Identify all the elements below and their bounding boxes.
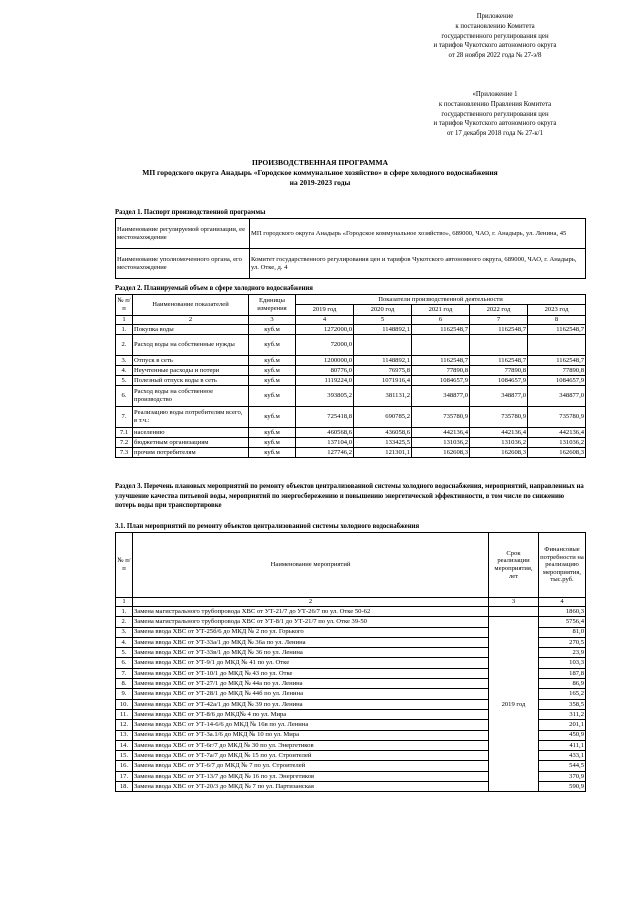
section-3-heading: Раздел 3. Перечень плановых мероприятий по ремонту объектов централизованной системы холодного водоснабжения, мероприятий, направленных на улучшение качества питьевой воды, мероприятий по энергосбережению и повышению энергетической эффективности, в том числе по снижению потерь воды при транспортировке (115, 483, 584, 509)
volume-column-numbers (116, 316, 586, 325)
volume-row (116, 448, 586, 458)
column-number: 7 (470, 316, 528, 325)
row-number: 13. (116, 730, 133, 740)
row-number: 7.2 (116, 438, 133, 448)
volume-row (116, 325, 586, 335)
row-number: 11. (116, 709, 133, 719)
unit: куб.м (249, 438, 296, 448)
indicator-name: Полезный отпуск воды в сеть (133, 376, 249, 386)
finance-amount: 370,9 (539, 771, 586, 781)
appendix-line: «Приложение 1 (472, 91, 518, 98)
value-2021: 442136,4 (412, 428, 470, 438)
value-2020: 76975,8 (354, 366, 412, 376)
row-number: 4. (116, 637, 133, 647)
value-2020: 1071916,4 (354, 376, 412, 386)
value-2022: 1084657,9 (470, 376, 528, 386)
title-line-3: на 2019-2023 годы (289, 178, 351, 187)
row-number: 2. (116, 617, 133, 627)
indicator-name: Расход воды на собственные нужды (133, 335, 249, 356)
finance-amount: 544,5 (539, 761, 586, 771)
row-number: 1. (116, 607, 133, 617)
column-number: 4 (296, 316, 354, 325)
indicator-name: населению (133, 428, 249, 438)
repair-column-numbers (116, 598, 586, 607)
value-2020: 133425,5 (354, 438, 412, 448)
row-number: 2. (116, 335, 133, 356)
measure-name: Замена ввода ХВС от УТ-42а/1 до МКД № 39 по ул. Ленина (133, 699, 489, 709)
value-2019: 1200000,0 (296, 356, 354, 366)
measure-name: Замена ввода ХВС от УТ-6г/7 до МКД № 30 по ул. Энергетиков (133, 740, 489, 750)
indicator-name: бюджетным организациям (133, 438, 249, 448)
finance-amount: 81,0 (539, 627, 586, 637)
row-number: 16. (116, 761, 133, 771)
value-2021: 77890,8 (412, 366, 470, 376)
value-2019: 137104,0 (296, 438, 354, 448)
row-number: 10. (116, 699, 133, 709)
column-number-row (116, 316, 586, 325)
column-number: 3 (249, 316, 296, 325)
year-header: 2022 год (470, 305, 528, 316)
section-3-1-heading: 3.1. План мероприятий по ремонту объектов централизованной системы холодного водоснабжения (115, 523, 420, 530)
finance-amount: 433,1 (539, 751, 586, 761)
appendix-line: к постановлению Комитета (455, 22, 535, 30)
column-number: 5 (354, 316, 412, 325)
value-2023: 442136,4 (528, 428, 586, 438)
measure-name: Замена ввода ХВС от УТ-20/3 до МКД № 7 по ул. Партизанская (133, 782, 489, 792)
measure-name: Замена ввода ХВС от УТ-10/1 до МКД № 43 по ул. Отке (133, 668, 489, 678)
passport-label: Наименование регулируемой организации, ее местонахождение (116, 219, 250, 249)
year-header: 2019 год (296, 305, 354, 316)
section-1-heading: Раздел 1. Паспорт производственной программы (115, 209, 266, 216)
column-number: 1 (116, 598, 133, 607)
row-number: 6. (116, 658, 133, 668)
measure-name: Замена магистрального трубопровода ХВС от УТ-21/7 до УТ-26/7 по ул. Отке 50-62 (133, 607, 489, 617)
value-2020 (354, 335, 412, 356)
value-2022: 162608,3 (470, 448, 528, 458)
value-2020: 436058,6 (354, 428, 412, 438)
value-2020: 121301,1 (354, 448, 412, 458)
passport-row (116, 219, 586, 249)
col-header-group: Показатели производственной деятельности (296, 295, 586, 305)
unit: куб.м (249, 448, 296, 458)
finance-amount: 187,8 (539, 668, 586, 678)
column-number: 6 (412, 316, 470, 325)
value-2023: 77890,8 (528, 366, 586, 376)
finance-amount: 311,2 (539, 709, 586, 719)
measure-name: Замена ввода ХВС от УТ-6/7 до МКД № 7 по ул. Строителей (133, 761, 489, 771)
year-header: 2023 год (528, 305, 586, 316)
value-2023: 162608,3 (528, 448, 586, 458)
volume-row (116, 335, 586, 356)
measure-name: Замена ввода ХВС от УТ-9/1 до МКД № 41 по ул. Отке (133, 658, 489, 668)
finance-amount: 103,3 (539, 658, 586, 668)
repair-row (116, 607, 586, 617)
passport-value: МП городского округа Анадырь «Городское коммунальное хозяйство», 689000, ЧАО, г. Анадырь, ул. Ленина, 45 (250, 219, 586, 249)
appendix-block-original (395, 90, 595, 139)
indicator-name: прочим потребителям (133, 448, 249, 458)
year-header: 2021 год (412, 305, 470, 316)
value-2021: 1084657,9 (412, 376, 470, 386)
row-number: 6. (116, 386, 133, 407)
measure-name: Замена ввода ХВС от УТ-7а/7 до МКД № 15 по ул. Строителей (133, 751, 489, 761)
col-header-term: Срок реализации мероприятия, лет (489, 533, 539, 598)
row-number: 9. (116, 689, 133, 699)
value-2019: 80776,0 (296, 366, 354, 376)
finance-amount: 358,5 (539, 699, 586, 709)
measure-name: Замена ввода ХВС от УТ-8/6 до МКД№ 4 по ул. Мира (133, 709, 489, 719)
value-2019: 725418,8 (296, 407, 354, 428)
indicator-name: Отпуск в сеть (133, 356, 249, 366)
value-2020: 1148892,1 (354, 356, 412, 366)
volume-row (116, 438, 586, 448)
row-number: 7. (116, 407, 133, 428)
value-2023: 131036,2 (528, 438, 586, 448)
row-number: 3. (116, 356, 133, 366)
value-2019: 1272000,0 (296, 325, 354, 335)
year-header: 2020 год (354, 305, 412, 316)
row-number: 14. (116, 740, 133, 750)
measure-name: Замена ввода ХВС от УТ-13/7 до МКД № 16 по ул. Энергетиков (133, 771, 489, 781)
col-header-unit: Единицы измерения (249, 295, 296, 316)
row-number: 8. (116, 679, 133, 689)
measure-name: Замена ввода ХВС от УТ-33а/1 до МКД № 36а по ул. Ленина (133, 637, 489, 647)
value-2023 (528, 335, 586, 356)
col-header-num: № п/п (116, 295, 133, 316)
row-number: 3. (116, 627, 133, 637)
finance-amount: 86,9 (539, 679, 586, 689)
unit: куб.м (249, 386, 296, 407)
measure-name: Замена ввода ХВС от УТ-14-6/6 до МКД № 16в по ул. Ленина (133, 720, 489, 730)
row-number: 15. (116, 751, 133, 761)
finance-amount: 5756,4 (539, 617, 586, 627)
value-2023: 1084657,9 (528, 376, 586, 386)
column-number: 2 (133, 598, 489, 607)
col-header-name: Наименование мероприятий (133, 533, 489, 598)
value-2023: 348877,0 (528, 386, 586, 407)
value-2020: 1148892,1 (354, 325, 412, 335)
repair-table-body (116, 607, 586, 792)
implementation-term: 2019 год (489, 617, 539, 792)
value-2022: 735780,9 (470, 407, 528, 428)
repair-row (116, 617, 586, 627)
value-2021: 1162548,7 (412, 325, 470, 335)
volume-row (116, 366, 586, 376)
appendix-line: Приложение (476, 13, 514, 20)
column-number-row (116, 598, 586, 607)
column-number: 3 (489, 598, 539, 607)
repair-plan-table (115, 532, 586, 792)
appendix-line: и тарифов Чукотского автономного округа (433, 120, 557, 128)
row-number: 7.1 (116, 428, 133, 438)
row-number: 5. (116, 648, 133, 658)
appendix-line: к постановлению Правления Комитета (438, 100, 552, 108)
col-header-num: № п/п (116, 533, 133, 598)
finance-amount: 270,5 (539, 637, 586, 647)
measure-name: Замена ввода ХВС от УТ-27/1 до МКД № 44а по ул. Ленина (133, 679, 489, 689)
unit: куб.м (249, 325, 296, 335)
value-2022: 1162548,7 (470, 356, 528, 366)
indicator-name: Расход воды на собственное производство (133, 386, 249, 407)
finance-amount: 590,9 (539, 782, 586, 792)
implementation-term (489, 607, 539, 617)
appendix-line: государственного регулирования цен (441, 32, 549, 40)
appendix-line: от 17 декабря 2018 года № 27-к/1 (447, 130, 543, 138)
value-2022: 442136,4 (470, 428, 528, 438)
repair-header-row (116, 533, 586, 598)
value-2019: 127746,2 (296, 448, 354, 458)
value-2021: 131036,2 (412, 438, 470, 448)
volume-row (116, 376, 586, 386)
volume-header-row (116, 295, 586, 305)
finance-amount: 201,1 (539, 720, 586, 730)
value-2023: 1162548,7 (528, 356, 586, 366)
unit: куб.м (249, 356, 296, 366)
appendix-block-current (395, 12, 595, 61)
indicator-name: Неучтенные расходы и потери (133, 366, 249, 376)
measure-name: Замена магистрального трубопровода ХВС от УТ-8/1 до УТ-21/7 по ул. Отке 39-50 (133, 617, 489, 627)
row-number: 5. (116, 376, 133, 386)
value-2022: 348877,0 (470, 386, 528, 407)
finance-amount: 23,9 (539, 648, 586, 658)
measure-name: Замена ввода ХВС от УТ-25б/6 до МКД № 2 по ул. Горького (133, 627, 489, 637)
passport-row (116, 249, 586, 279)
value-2019: 460568,6 (296, 428, 354, 438)
appendix-line: государственного регулирования цен (441, 110, 549, 118)
value-2023: 1162548,7 (528, 325, 586, 335)
unit: куб.м (249, 366, 296, 376)
volume-row (116, 356, 586, 366)
value-2022 (470, 335, 528, 356)
volume-table-body (116, 325, 586, 458)
value-2021 (412, 335, 470, 356)
document-title (100, 158, 540, 188)
column-number: 1 (116, 316, 133, 325)
volume-row (116, 407, 586, 428)
passport-table (115, 218, 586, 279)
value-2019: 72000,0 (296, 335, 354, 356)
column-number: 2 (133, 316, 249, 325)
finance-amount: 1860,3 (539, 607, 586, 617)
row-number: 7. (116, 668, 133, 678)
measure-name: Замена ввода ХВС от УТ-3а.1/6 до МКД № 10 по ул. Мира (133, 730, 489, 740)
value-2021: 735780,9 (412, 407, 470, 428)
column-number: 8 (528, 316, 586, 325)
row-number: 7.3 (116, 448, 133, 458)
value-2019: 1119224,0 (296, 376, 354, 386)
column-number: 4 (539, 598, 586, 607)
value-2022: 1162548,7 (470, 325, 528, 335)
passport-label: Наименование уполномоченного органа, его местонахождение (116, 249, 250, 279)
value-2021: 348877,0 (412, 386, 470, 407)
unit: куб.м (249, 376, 296, 386)
row-number: 12. (116, 720, 133, 730)
value-2023: 735780,9 (528, 407, 586, 428)
finance-amount: 450,9 (539, 730, 586, 740)
value-2021: 1162548,7 (412, 356, 470, 366)
col-header-name: Наименование показателей (133, 295, 249, 316)
value-2020: 381131,2 (354, 386, 412, 407)
row-number: 18. (116, 782, 133, 792)
value-2019: 393805,2 (296, 386, 354, 407)
value-2020: 690785,2 (354, 407, 412, 428)
volume-table (115, 294, 586, 458)
row-number: 17. (116, 771, 133, 781)
volume-row (116, 386, 586, 407)
measure-name: Замена ввода ХВС от УТ-33в/1 до МКД № 36 по ул. Ленина (133, 648, 489, 658)
unit: куб.м (249, 407, 296, 428)
appendix-line: и тарифов Чукотского автономного округа (433, 42, 557, 50)
title-line-1: ПРОИЗВОДСТВЕННАЯ ПРОГРАММА (251, 158, 388, 167)
col-header-finance: Финансовые потребности на реализацию мероприятия, тыс.руб. (539, 533, 586, 598)
finance-amount: 411,1 (539, 740, 586, 750)
indicator-name: Покупка воды (133, 325, 249, 335)
finance-amount: 165,2 (539, 689, 586, 699)
row-number: 1. (116, 325, 133, 335)
row-number: 4. (116, 366, 133, 376)
title-line-2: МП городского округа Анадырь «Городское коммунальное хозяйство» в сфере холодного водоснабжения (142, 168, 498, 177)
section-2-heading: Раздел 2. Планируемый объем в сфере холодного водоснабжения (115, 285, 313, 292)
appendix-line: от 28 ноября 2022 года № 27-э/8 (448, 52, 542, 60)
unit: куб.м (249, 428, 296, 438)
indicator-name: Реализацию воды потребителям всего, в т.ч.: (133, 407, 249, 428)
value-2022: 131036,2 (470, 438, 528, 448)
value-2022: 77890,8 (470, 366, 528, 376)
volume-row (116, 428, 586, 438)
measure-name: Замена ввода ХВС от УТ-28/1 до МКД № 44б по ул. Ленина (133, 689, 489, 699)
unit: куб.м (249, 335, 296, 356)
passport-value: Комитет государственного регулирования цен и тарифов Чукотского автономного округа, 689000, ЧАО, г. Анадырь, ул. Отке, д. 4 (250, 249, 586, 279)
value-2021: 162608,3 (412, 448, 470, 458)
